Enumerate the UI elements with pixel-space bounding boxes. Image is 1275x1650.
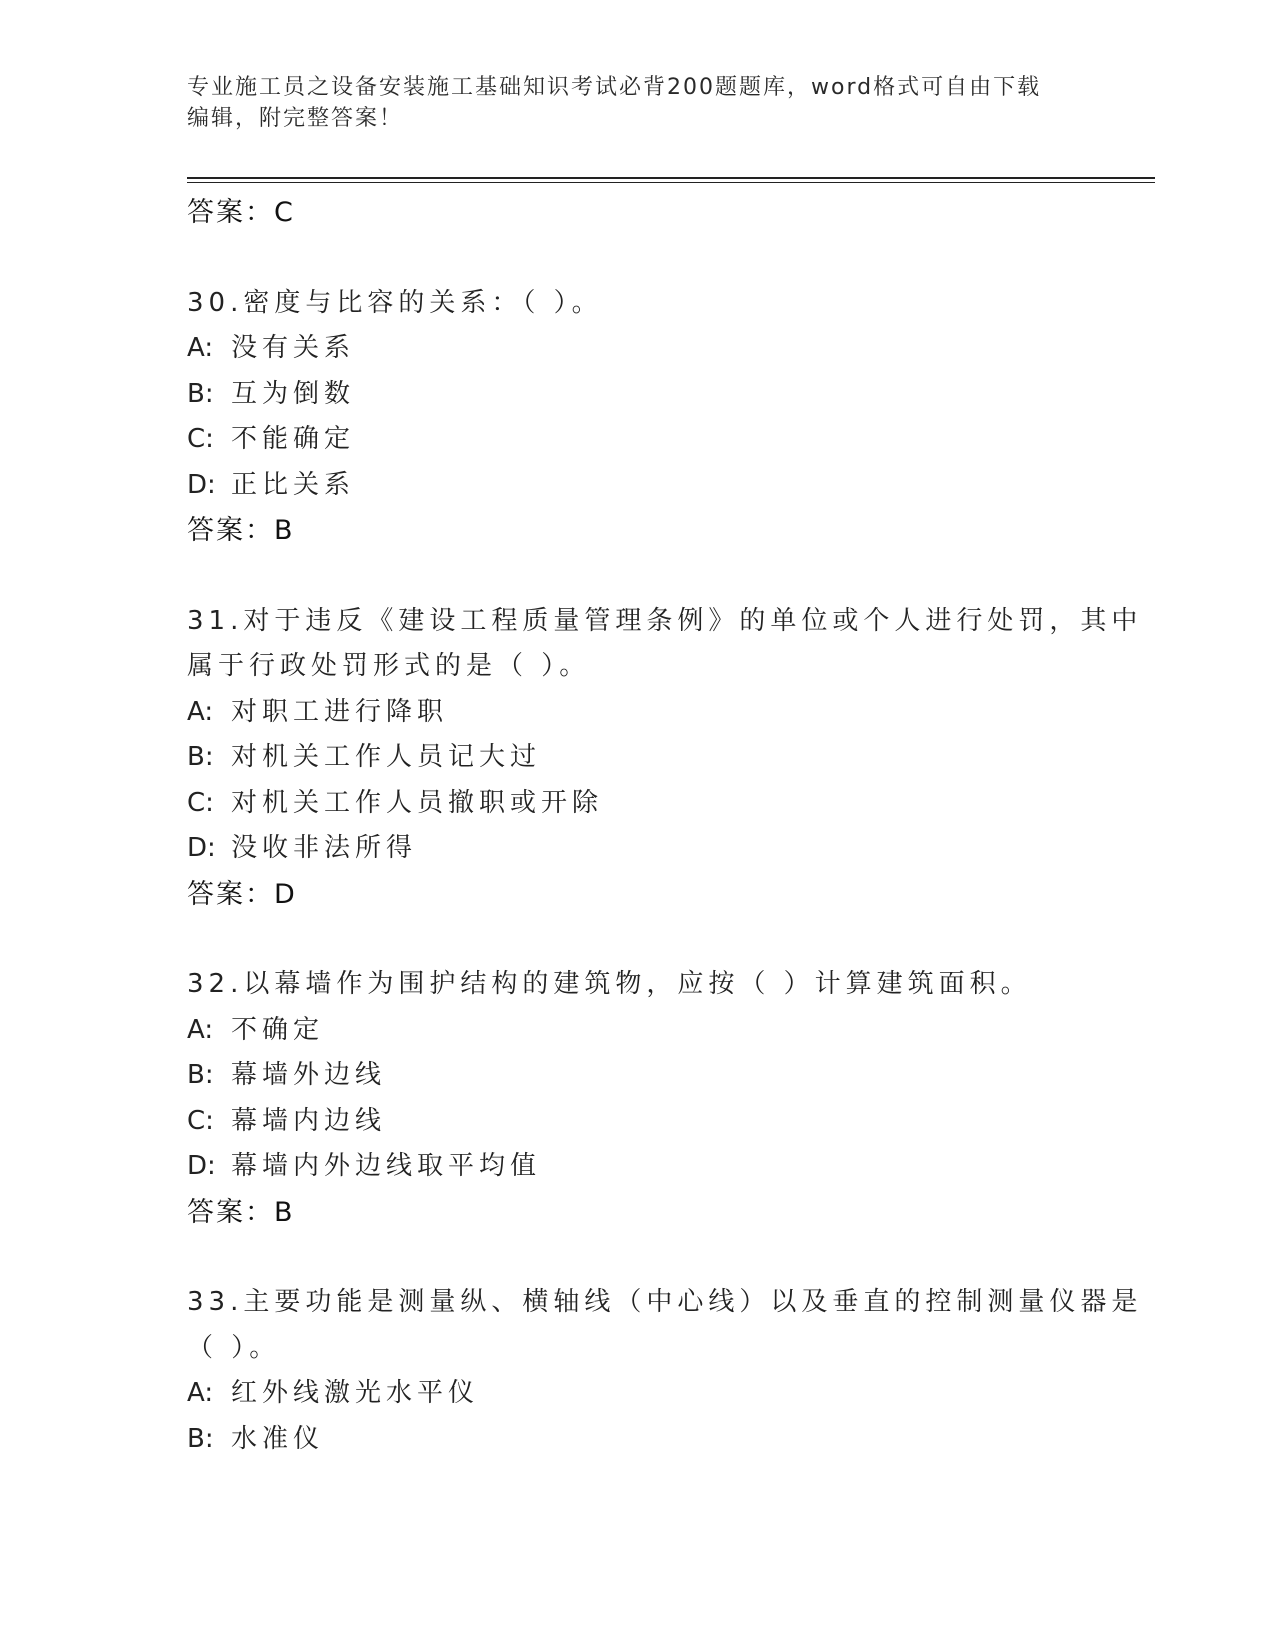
option-label: D: <box>187 1151 216 1181</box>
question-block <box>187 599 1143 918</box>
question-stem-continued: （ ）。 <box>187 1332 281 1363</box>
spacer <box>187 236 1087 281</box>
option-text: 正比关系 <box>231 469 356 500</box>
option-text: 不确定 <box>231 1014 325 1045</box>
document-header <box>187 72 1087 134</box>
option-text: 幕墙内外边线取平均值 <box>231 1151 542 1181</box>
header-title-line-1: 专业施工员之设备安装施工基础知识考试必背200题题库，word格式可自由下载 <box>187 75 1042 100</box>
spacer <box>187 917 1087 962</box>
header-title-line-2: 编辑，附完整答案！ <box>187 106 404 131</box>
option-label: A: <box>187 696 214 727</box>
option-d <box>187 826 1087 872</box>
option-c <box>187 417 1087 463</box>
option-label: B: <box>187 742 214 772</box>
option-text: 没有关系 <box>231 333 356 363</box>
option-c <box>187 1099 1087 1145</box>
question-answer: 答案：D <box>187 878 297 910</box>
option-label: D: <box>187 833 216 863</box>
option-d <box>187 463 1087 509</box>
option-b <box>187 1053 1087 1099</box>
question-stem: 30.密度与比容的关系：（ ）。 <box>187 287 603 318</box>
option-label: B: <box>187 378 214 409</box>
question-stem: 33.主要功能是测量纵、横轴线（中心线）以及垂直的控制测量仪器是 <box>187 1287 1143 1317</box>
option-text: 红外线激光水平仪 <box>231 1378 480 1408</box>
option-text: 没收非法所得 <box>231 833 418 863</box>
option-a <box>187 1008 1087 1054</box>
question-stem: 32.以幕墙作为围护结构的建筑物，应按（ ）计算建筑面积。 <box>187 969 1032 999</box>
option-b <box>187 372 1087 418</box>
option-text: 不能确定 <box>231 424 356 454</box>
option-label: A: <box>187 1378 214 1408</box>
option-a <box>187 326 1087 372</box>
question-answer: 答案：B <box>187 515 295 546</box>
option-label: D: <box>187 469 216 500</box>
option-b <box>187 735 1087 781</box>
previous-answer: 答案：C <box>187 197 295 228</box>
option-label: A: <box>187 333 214 363</box>
spacer <box>187 1235 1087 1280</box>
option-a <box>187 690 1087 736</box>
header-divider-thin <box>187 182 1155 183</box>
option-a <box>187 1371 1087 1417</box>
option-c <box>187 781 1087 827</box>
option-label: A: <box>187 1014 214 1045</box>
option-text: 对职工进行降职 <box>231 696 449 727</box>
question-block <box>187 281 1087 554</box>
option-label: C: <box>187 1105 214 1136</box>
option-label: C: <box>187 787 214 818</box>
option-text: 互为倒数 <box>231 378 356 409</box>
question-list <box>187 190 1143 1462</box>
option-label: B: <box>187 1423 214 1454</box>
option-d <box>187 1144 1087 1190</box>
question-stem-continued: 属于行政处罚形式的是（ ）。 <box>187 651 591 681</box>
question-answer: 答案：B <box>187 1196 295 1228</box>
option-text: 幕墙内边线 <box>231 1105 387 1136</box>
option-text: 对机关工作人员撤职或开除 <box>231 787 604 818</box>
option-text: 水准仪 <box>231 1423 325 1454</box>
option-text: 对机关工作人员记大过 <box>231 742 542 772</box>
option-text: 幕墙外边线 <box>231 1060 387 1090</box>
option-b <box>187 1417 1087 1463</box>
option-label: B: <box>187 1060 214 1090</box>
question-stem: 31.对于违反《建设工程质量管理条例》的单位或个人进行处罚，其中 <box>187 605 1143 636</box>
option-label: C: <box>187 424 214 454</box>
question-block <box>187 962 1087 1235</box>
spacer <box>187 554 1087 599</box>
question-block <box>187 1280 1143 1462</box>
header-divider-thick <box>187 177 1155 179</box>
